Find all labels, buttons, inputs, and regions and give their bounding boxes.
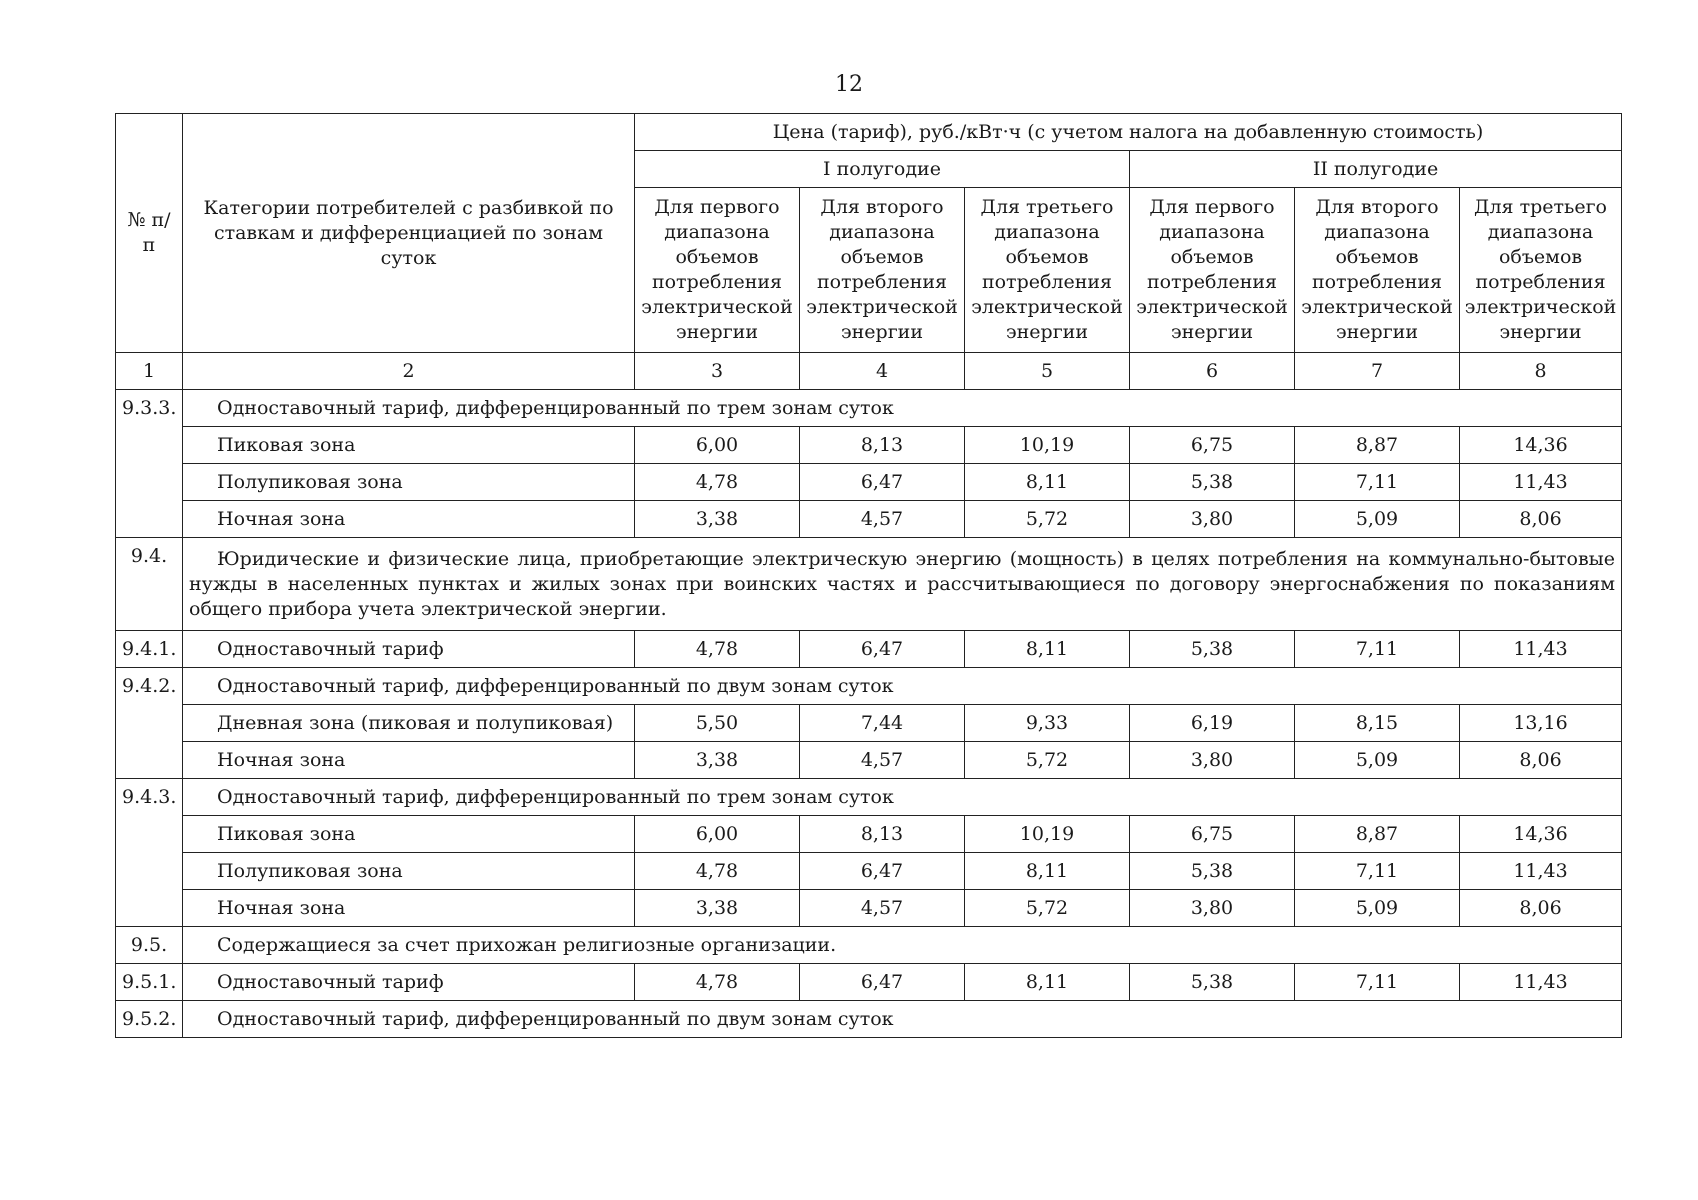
price-cell: 8,06 [1460, 742, 1622, 779]
row-label: Пиковая зона [183, 427, 635, 464]
price-cell: 6,47 [800, 964, 965, 1001]
header-half-2: II полугодие [1130, 151, 1622, 188]
price-cell: 14,36 [1460, 427, 1622, 464]
price-cell: 6,47 [800, 631, 965, 668]
price-cell: 5,72 [965, 890, 1130, 927]
section-title: Одноставочный тариф, дифференцированный по двум зонам суток [183, 1001, 1622, 1038]
price-cell: 3,80 [1130, 501, 1295, 538]
price-cell: 6,00 [635, 816, 800, 853]
column-index: 8 [1460, 353, 1622, 390]
price-cell: 3,80 [1130, 890, 1295, 927]
header-range-3: Для третьего диапазона объемов потребления электрической энергии [965, 188, 1130, 353]
row-number: 9.4.1. [116, 631, 183, 668]
header-range-2: Для второго диапазона объемов потребления электрической энергии [1295, 188, 1460, 353]
table-row [116, 501, 1622, 538]
price-cell: 8,13 [800, 816, 965, 853]
price-cell: 6,75 [1130, 427, 1295, 464]
price-cell: 10,19 [965, 427, 1130, 464]
row-number: 9.4. [116, 538, 183, 631]
table-row [116, 927, 1622, 964]
header-category: Категории потребителей с разбивкой по ставкам и дифференциацией по зонам суток [183, 114, 635, 353]
column-index: 7 [1295, 353, 1460, 390]
row-label: Ночная зона [183, 501, 635, 538]
table-row [116, 705, 1622, 742]
price-cell: 5,72 [965, 501, 1130, 538]
price-cell: 4,78 [635, 964, 800, 1001]
price-cell: 6,75 [1130, 816, 1295, 853]
price-cell: 13,16 [1460, 705, 1622, 742]
price-cell: 6,47 [800, 853, 965, 890]
price-cell: 8,11 [965, 631, 1130, 668]
header-range-1: Для первого диапазона объемов потребления электрической энергии [1130, 188, 1295, 353]
price-cell: 8,11 [965, 464, 1130, 501]
header-range-2: Для второго диапазона объемов потребления электрической энергии [800, 188, 965, 353]
column-index: 3 [635, 353, 800, 390]
column-index: 4 [800, 353, 965, 390]
header-range-3: Для третьего диапазона объемов потребления электрической энергии [1460, 188, 1622, 353]
price-cell: 8,15 [1295, 705, 1460, 742]
price-cell: 11,43 [1460, 853, 1622, 890]
price-cell: 5,38 [1130, 964, 1295, 1001]
section-title: Одноставочный тариф, дифференцированный по трем зонам суток [183, 390, 1622, 427]
price-cell: 5,72 [965, 742, 1130, 779]
row-number: 9.5.2. [116, 1001, 183, 1038]
row-label: Полупиковая зона [183, 853, 635, 890]
column-index: 6 [1130, 353, 1295, 390]
price-cell: 8,87 [1295, 427, 1460, 464]
price-cell: 8,06 [1460, 501, 1622, 538]
table-row [116, 668, 1622, 705]
row-label: Дневная зона (пиковая и полупиковая) [183, 705, 635, 742]
section-title: Юридические и физические лица, приобретающие электрическую энергию (мощность) в целях потребления на коммунально-бытовые нужды в населенных пунктах и жилых зонах при воинских частях и рассчитывающиеся по договору энергоснабжения по показаниям общего прибора учета электрической энергии. [183, 538, 1622, 631]
price-cell: 4,57 [800, 501, 965, 538]
price-cell: 8,87 [1295, 816, 1460, 853]
table-row [116, 779, 1622, 816]
section-title: Содержащиеся за счет прихожан религиозные организации. [183, 927, 1622, 964]
price-cell: 11,43 [1460, 964, 1622, 1001]
header-range-1: Для первого диапазона объемов потребления электрической энергии [635, 188, 800, 353]
price-cell: 7,11 [1295, 631, 1460, 668]
price-cell: 14,36 [1460, 816, 1622, 853]
price-cell: 4,57 [800, 742, 965, 779]
row-label: Одноставочный тариф [183, 631, 635, 668]
price-cell: 7,11 [1295, 853, 1460, 890]
price-cell: 4,78 [635, 631, 800, 668]
section-title: Одноставочный тариф, дифференцированный по трем зонам суток [183, 779, 1622, 816]
row-number: 9.5.1. [116, 964, 183, 1001]
price-cell: 3,38 [635, 742, 800, 779]
section-title: Одноставочный тариф, дифференцированный по двум зонам суток [183, 668, 1622, 705]
price-cell: 7,44 [800, 705, 965, 742]
row-number: 9.3.3. [116, 390, 183, 538]
price-cell: 7,11 [1295, 464, 1460, 501]
column-index: 1 [116, 353, 183, 390]
price-cell: 6,47 [800, 464, 965, 501]
table-row [116, 390, 1622, 427]
table-row [116, 816, 1622, 853]
page-number: 12 [835, 72, 863, 97]
price-cell: 4,78 [635, 464, 800, 501]
tariff-table [115, 113, 1622, 1038]
row-label: Одноставочный тариф [183, 964, 635, 1001]
row-label: Ночная зона [183, 742, 635, 779]
price-cell: 5,38 [1130, 464, 1295, 501]
price-cell: 6,19 [1130, 705, 1295, 742]
price-cell: 5,09 [1295, 501, 1460, 538]
price-cell: 11,43 [1460, 631, 1622, 668]
price-cell: 4,57 [800, 890, 965, 927]
price-cell: 5,50 [635, 705, 800, 742]
header-half-1: I полугодие [635, 151, 1130, 188]
table-row [116, 742, 1622, 779]
price-cell: 8,06 [1460, 890, 1622, 927]
price-cell: 10,19 [965, 816, 1130, 853]
header-price-title: Цена (тариф), руб./кВт·ч (с учетом налога на добавленную стоимость) [635, 114, 1622, 151]
price-cell: 5,38 [1130, 631, 1295, 668]
row-number: 9.4.2. [116, 668, 183, 779]
row-label: Ночная зона [183, 890, 635, 927]
price-cell: 7,11 [1295, 964, 1460, 1001]
table-row [116, 853, 1622, 890]
header-num: № п/п [116, 114, 183, 353]
price-cell: 3,38 [635, 501, 800, 538]
table-row [116, 538, 1622, 631]
row-number: 9.5. [116, 927, 183, 964]
price-cell: 9,33 [965, 705, 1130, 742]
table-row [116, 1001, 1622, 1038]
row-number: 9.4.3. [116, 779, 183, 927]
table-row [116, 890, 1622, 927]
price-cell: 5,38 [1130, 853, 1295, 890]
price-cell: 3,80 [1130, 742, 1295, 779]
price-cell: 5,09 [1295, 890, 1460, 927]
price-cell: 6,00 [635, 427, 800, 464]
price-cell: 11,43 [1460, 464, 1622, 501]
row-label: Полупиковая зона [183, 464, 635, 501]
table-row [116, 631, 1622, 668]
price-cell: 8,13 [800, 427, 965, 464]
price-cell: 5,09 [1295, 742, 1460, 779]
column-index: 5 [965, 353, 1130, 390]
price-cell: 4,78 [635, 853, 800, 890]
table-row [116, 427, 1622, 464]
price-cell: 8,11 [965, 964, 1130, 1001]
column-index: 2 [183, 353, 635, 390]
table-row [116, 464, 1622, 501]
price-cell: 8,11 [965, 853, 1130, 890]
price-cell: 3,38 [635, 890, 800, 927]
table-row [116, 964, 1622, 1001]
row-label: Пиковая зона [183, 816, 635, 853]
